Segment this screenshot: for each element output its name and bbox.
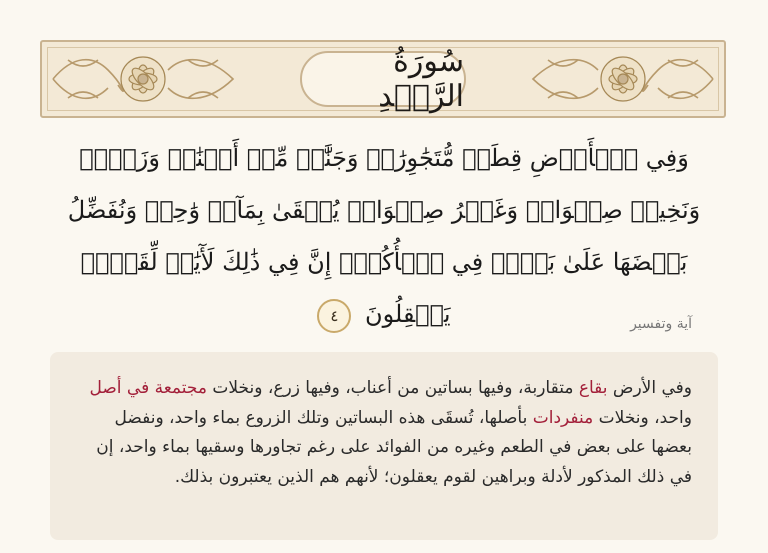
floral-ornament-icon (528, 50, 718, 108)
floral-ornament-icon (48, 50, 238, 108)
sura-title: سُورَةُ الرَّعۡدِ (378, 44, 464, 114)
tafsir-highlight[interactable]: منفردات (532, 407, 594, 428)
tafsir-segment: متقاربة، وفيها بساتين من أعناب، وفيها زرع، ونخلات (206, 378, 579, 398)
tafsir-segment: واحد، ونخلات (593, 407, 692, 428)
sura-title-cartouche (300, 44, 466, 114)
tafsir-highlight[interactable]: مجتمعة في أصل (89, 378, 207, 398)
tafsir-box (50, 352, 718, 540)
sura-header-banner (40, 40, 726, 118)
verse-text-block[interactable] (42, 132, 726, 340)
tafsir-segment: وفي الأرض (607, 378, 692, 398)
ayah-number-icon: ٤ (317, 299, 351, 333)
tafsir-label: آية وتفسير (630, 316, 692, 332)
verse-text: وَفِي ٱلۡأَرۡضِ قِطَعٞ مُّتَجَٰوِرَٰتٞ وَجَنَّٰتٞ مِّنۡ أَعۡنَٰبٖ وَزَرۡعٞ وَنَخِيلٞ صِنۡوَانٞ وَغَيۡرُ صِنۡوَانٖ يُسۡقَىٰ بِمَآءٖ وَٰحِدٖ وَنُفَضِّلُ بَعۡضَهَا عَلَىٰ بَعۡضٖ فِي ٱلۡأُكُلِۚ إِنَّ فِي ذَٰلِكَ لَأٓيَٰتٖ لِّقَوۡمٖ يَعۡقِلُونَ (67, 144, 701, 328)
tafsir-segment: بأصلها، تُسقَى هذه البساتين وتلك الزروع بماء واحد، ونفضل بعضها على بعض في الطعم وغيره من الفوائد على رغم تجاورها وسقيها بماء واحد، إن في ذلك المذكور لأدلة وبراهين لقوم يعقلون؛ لأنهم هم الذين يعتبرون بذلك. (96, 407, 692, 487)
tafsir-text (76, 374, 692, 492)
tafsir-highlight[interactable]: بقاع (578, 378, 608, 398)
